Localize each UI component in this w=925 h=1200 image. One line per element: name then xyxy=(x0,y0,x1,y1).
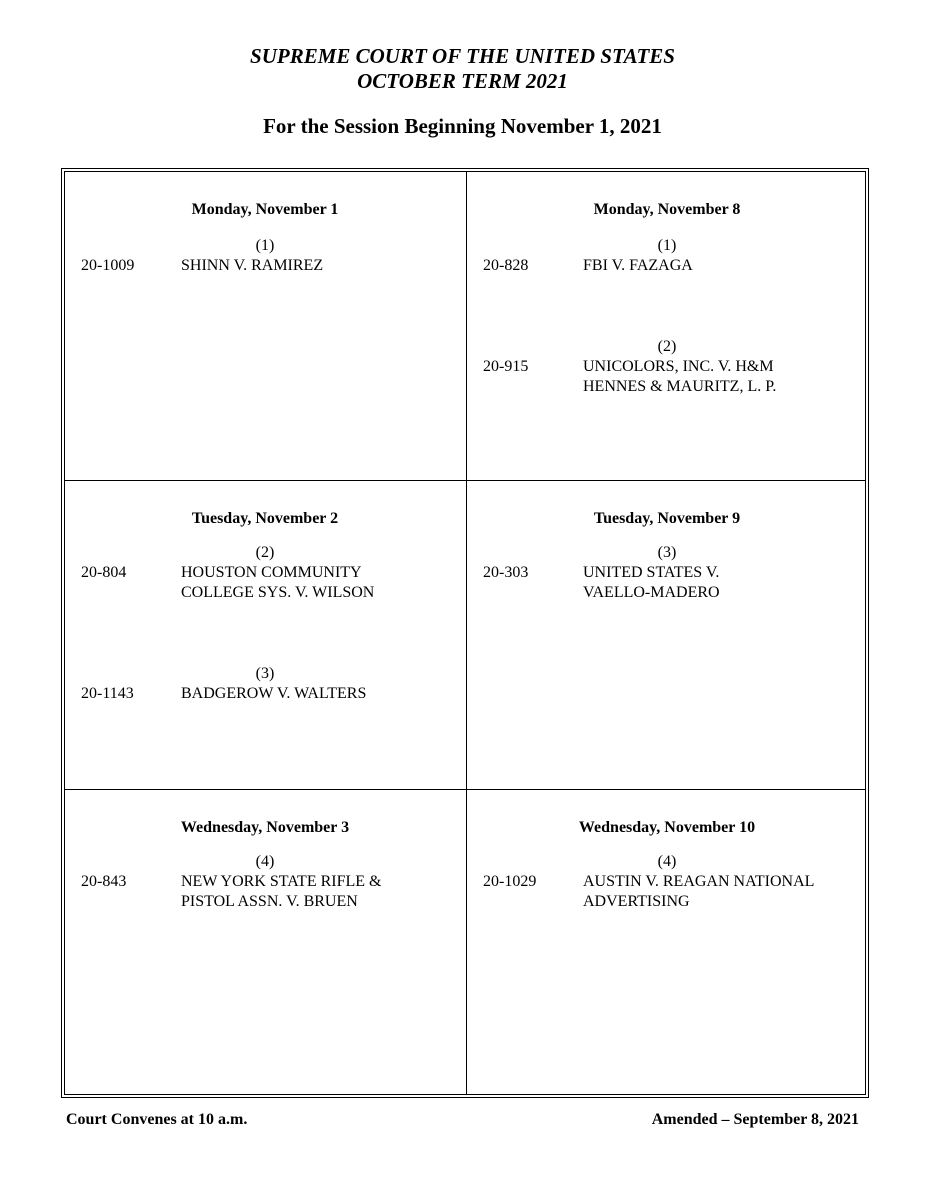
case-name xyxy=(583,563,863,603)
case-name-line: COLLEGE SYS. V. WILSON xyxy=(181,584,375,601)
argument-order: (2) xyxy=(657,338,677,355)
court-title: SUPREME COURT OF THE UNITED STATES xyxy=(250,44,675,68)
case-entry xyxy=(65,852,465,912)
case-name xyxy=(181,684,461,704)
case-entry xyxy=(467,236,867,276)
term-title: OCTOBER TERM 2021 xyxy=(357,69,568,93)
case-name xyxy=(583,256,863,276)
case-name xyxy=(583,872,863,912)
docket-number: 20-915 xyxy=(483,358,529,375)
case-name-line: BADGEROW V. WALTERS xyxy=(181,685,367,702)
case-name-line: VAELLO-MADERO xyxy=(583,584,720,601)
case-entry xyxy=(467,543,867,603)
case-entry xyxy=(467,852,867,912)
case-name-line: FBI V. FAZAGA xyxy=(583,257,693,274)
argument-order: (3) xyxy=(255,665,275,682)
day-cell-wed-nov-3 xyxy=(65,790,465,1090)
argument-order: (1) xyxy=(255,237,275,254)
argument-order: (4) xyxy=(657,853,677,870)
case-name-line: UNICOLORS, INC. V. H&M xyxy=(583,358,774,375)
case-name-line: AUSTIN V. REAGAN NATIONAL xyxy=(583,873,815,890)
day-cell-tue-nov-9 xyxy=(467,481,867,789)
case-name xyxy=(181,256,461,276)
day-cell-wed-nov-10 xyxy=(467,790,867,1090)
amended-date-note: Amended – September 8, 2021 xyxy=(651,1111,859,1128)
case-name-line: HENNES & MAURITZ, L. P. xyxy=(583,378,777,395)
argument-order: (2) xyxy=(255,544,275,561)
day-cell-mon-nov-8 xyxy=(467,172,867,480)
docket-number: 20-1029 xyxy=(483,873,537,890)
case-name-line: HOUSTON COMMUNITY xyxy=(181,564,362,581)
day-cell-mon-nov-1 xyxy=(65,172,465,480)
argument-order: (1) xyxy=(657,237,677,254)
case-name-line: PISTOL ASSN. V. BRUEN xyxy=(181,893,358,910)
case-name-line: ADVERTISING xyxy=(583,893,690,910)
day-heading: Tuesday, November 9 xyxy=(593,510,741,527)
docket-number: 20-1143 xyxy=(81,685,134,702)
docket-number: 20-303 xyxy=(483,564,529,581)
day-heading: Tuesday, November 2 xyxy=(191,510,339,527)
argument-order: (4) xyxy=(255,853,275,870)
case-entry xyxy=(65,543,465,603)
case-name-line: UNITED STATES V. xyxy=(583,564,720,581)
day-heading: Monday, November 1 xyxy=(191,201,339,218)
case-entry xyxy=(65,664,465,704)
day-heading: Wednesday, November 3 xyxy=(180,819,350,836)
day-heading: Wednesday, November 10 xyxy=(578,819,756,836)
case-name xyxy=(181,563,461,603)
docket-number: 20-804 xyxy=(81,564,127,581)
docket-number: 20-828 xyxy=(483,257,529,274)
day-heading: Monday, November 8 xyxy=(593,201,741,218)
day-cell-tue-nov-2 xyxy=(65,481,465,789)
calendar-grid xyxy=(61,168,869,1098)
docket-number: 20-843 xyxy=(81,873,127,890)
case-name xyxy=(583,357,863,397)
case-name-line: NEW YORK STATE RIFLE & xyxy=(181,873,382,890)
case-name xyxy=(181,872,461,912)
court-convenes-note: Court Convenes at 10 a.m. xyxy=(66,1111,248,1128)
docket-number: 20-1009 xyxy=(81,257,135,274)
session-title: For the Session Beginning November 1, 2021 xyxy=(263,114,662,138)
argument-order: (3) xyxy=(657,544,677,561)
case-entry xyxy=(65,236,465,276)
case-name-line: SHINN V. RAMIREZ xyxy=(181,257,324,274)
case-entry xyxy=(467,337,867,397)
